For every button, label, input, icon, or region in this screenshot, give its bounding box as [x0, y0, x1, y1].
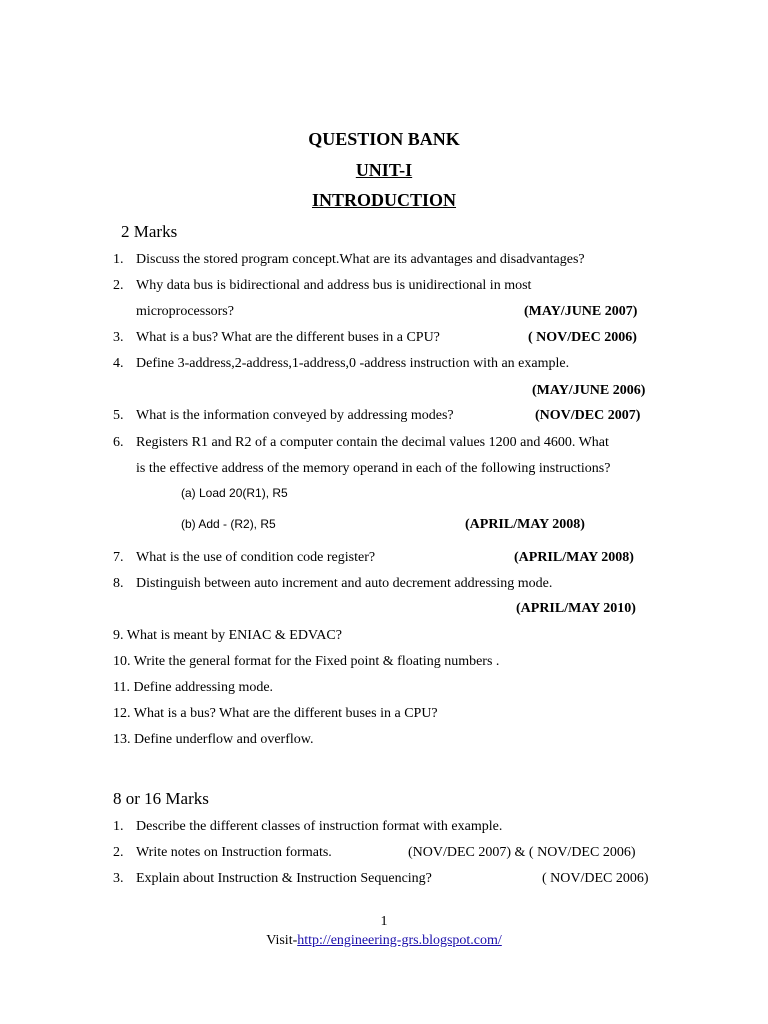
section-heading-16-marks: 8 or 16 Marks — [113, 789, 209, 808]
unit-heading — [0, 160, 768, 181]
topic-heading — [0, 190, 768, 211]
exam-reference: (APRIL/MAY 2010) — [516, 601, 636, 616]
question-text: What is the use of condition code register? — [136, 550, 376, 565]
question-number: 4. — [113, 356, 124, 371]
instruction-option-a: (a) Load 20(R1), R5 — [181, 486, 288, 500]
exam-reference: ( NOV/DEC 2006) — [542, 871, 649, 886]
question-number: 7. — [113, 550, 124, 565]
exam-reference: (MAY/JUNE 2006) — [532, 383, 646, 398]
question-text: Discuss the stored program concept.What are its advantages and disadvantages? — [136, 252, 585, 267]
exam-reference: (APRIL/MAY 2008) — [465, 517, 585, 532]
exam-reference: ( NOV/DEC 2006) — [528, 330, 637, 345]
question-text: 9. What is meant by ENIAC & EDVAC? — [113, 628, 342, 643]
question-number: 2. — [113, 278, 124, 293]
question-number: 3. — [113, 330, 124, 345]
exam-reference: (NOV/DEC 2007) — [535, 408, 641, 423]
question-number: 3. — [113, 871, 124, 886]
question-number: 1. — [113, 252, 124, 267]
question-text: Describe the different classes of instruction format with example. — [136, 819, 503, 834]
exam-reference: (MAY/JUNE 2007) — [524, 304, 638, 319]
visit-label: Visit- — [266, 933, 298, 948]
question-text: What is the information conveyed by addressing modes? — [136, 408, 454, 423]
question-number: 2. — [113, 845, 124, 860]
question-text: 13. Define underflow and overflow. — [113, 732, 314, 747]
question-text-continued: microprocessors? — [136, 304, 234, 319]
unit-label: UNIT-I — [355, 160, 413, 180]
question-number: 5. — [113, 408, 124, 423]
question-text: Distinguish between auto increment and auto decrement addressing mode. — [136, 576, 553, 591]
question-text: Why data bus is bidirectional and address bus is unidirectional in most — [136, 278, 532, 293]
page-number: 1 — [380, 914, 388, 929]
question-text: Explain about Instruction & Instruction Sequencing? — [136, 871, 432, 886]
blog-link[interactable]: http://engineering-grs.blogspot.com/ — [297, 933, 502, 948]
question-text: Registers R1 and R2 of a computer contain the decimal values 1200 and 4600. What — [136, 435, 609, 450]
question-text-continued: is the effective address of the memory operand in each of the following instructions? — [136, 461, 611, 476]
question-text: 11. Define addressing mode. — [113, 680, 274, 695]
question-number: 1. — [113, 819, 124, 834]
section-heading-2-marks: 2 Marks — [121, 222, 178, 241]
question-number: 8. — [113, 576, 124, 591]
question-text: Write notes on Instruction formats. — [136, 845, 332, 860]
page-title: QUESTION BANK — [308, 129, 460, 149]
question-text: 10. Write the general format for the Fixed point & floating numbers . — [113, 654, 500, 669]
topic-label: INTRODUCTION — [311, 190, 457, 210]
exam-reference: (APRIL/MAY 2008) — [514, 550, 634, 565]
question-text: 12. What is a bus? What are the different buses in a CPU? — [113, 706, 438, 721]
instruction-option-b: (b) Add - (R2), R5 — [181, 517, 276, 531]
question-text: Define 3-address,2-address,1-address,0 -address instruction with an example. — [136, 356, 570, 371]
exam-reference: (NOV/DEC 2007) & ( NOV/DEC 2006) — [408, 845, 636, 860]
question-text: What is a bus? What are the different buses in a CPU? — [136, 330, 440, 345]
footer-visit — [0, 933, 768, 949]
question-number: 6. — [113, 435, 124, 450]
